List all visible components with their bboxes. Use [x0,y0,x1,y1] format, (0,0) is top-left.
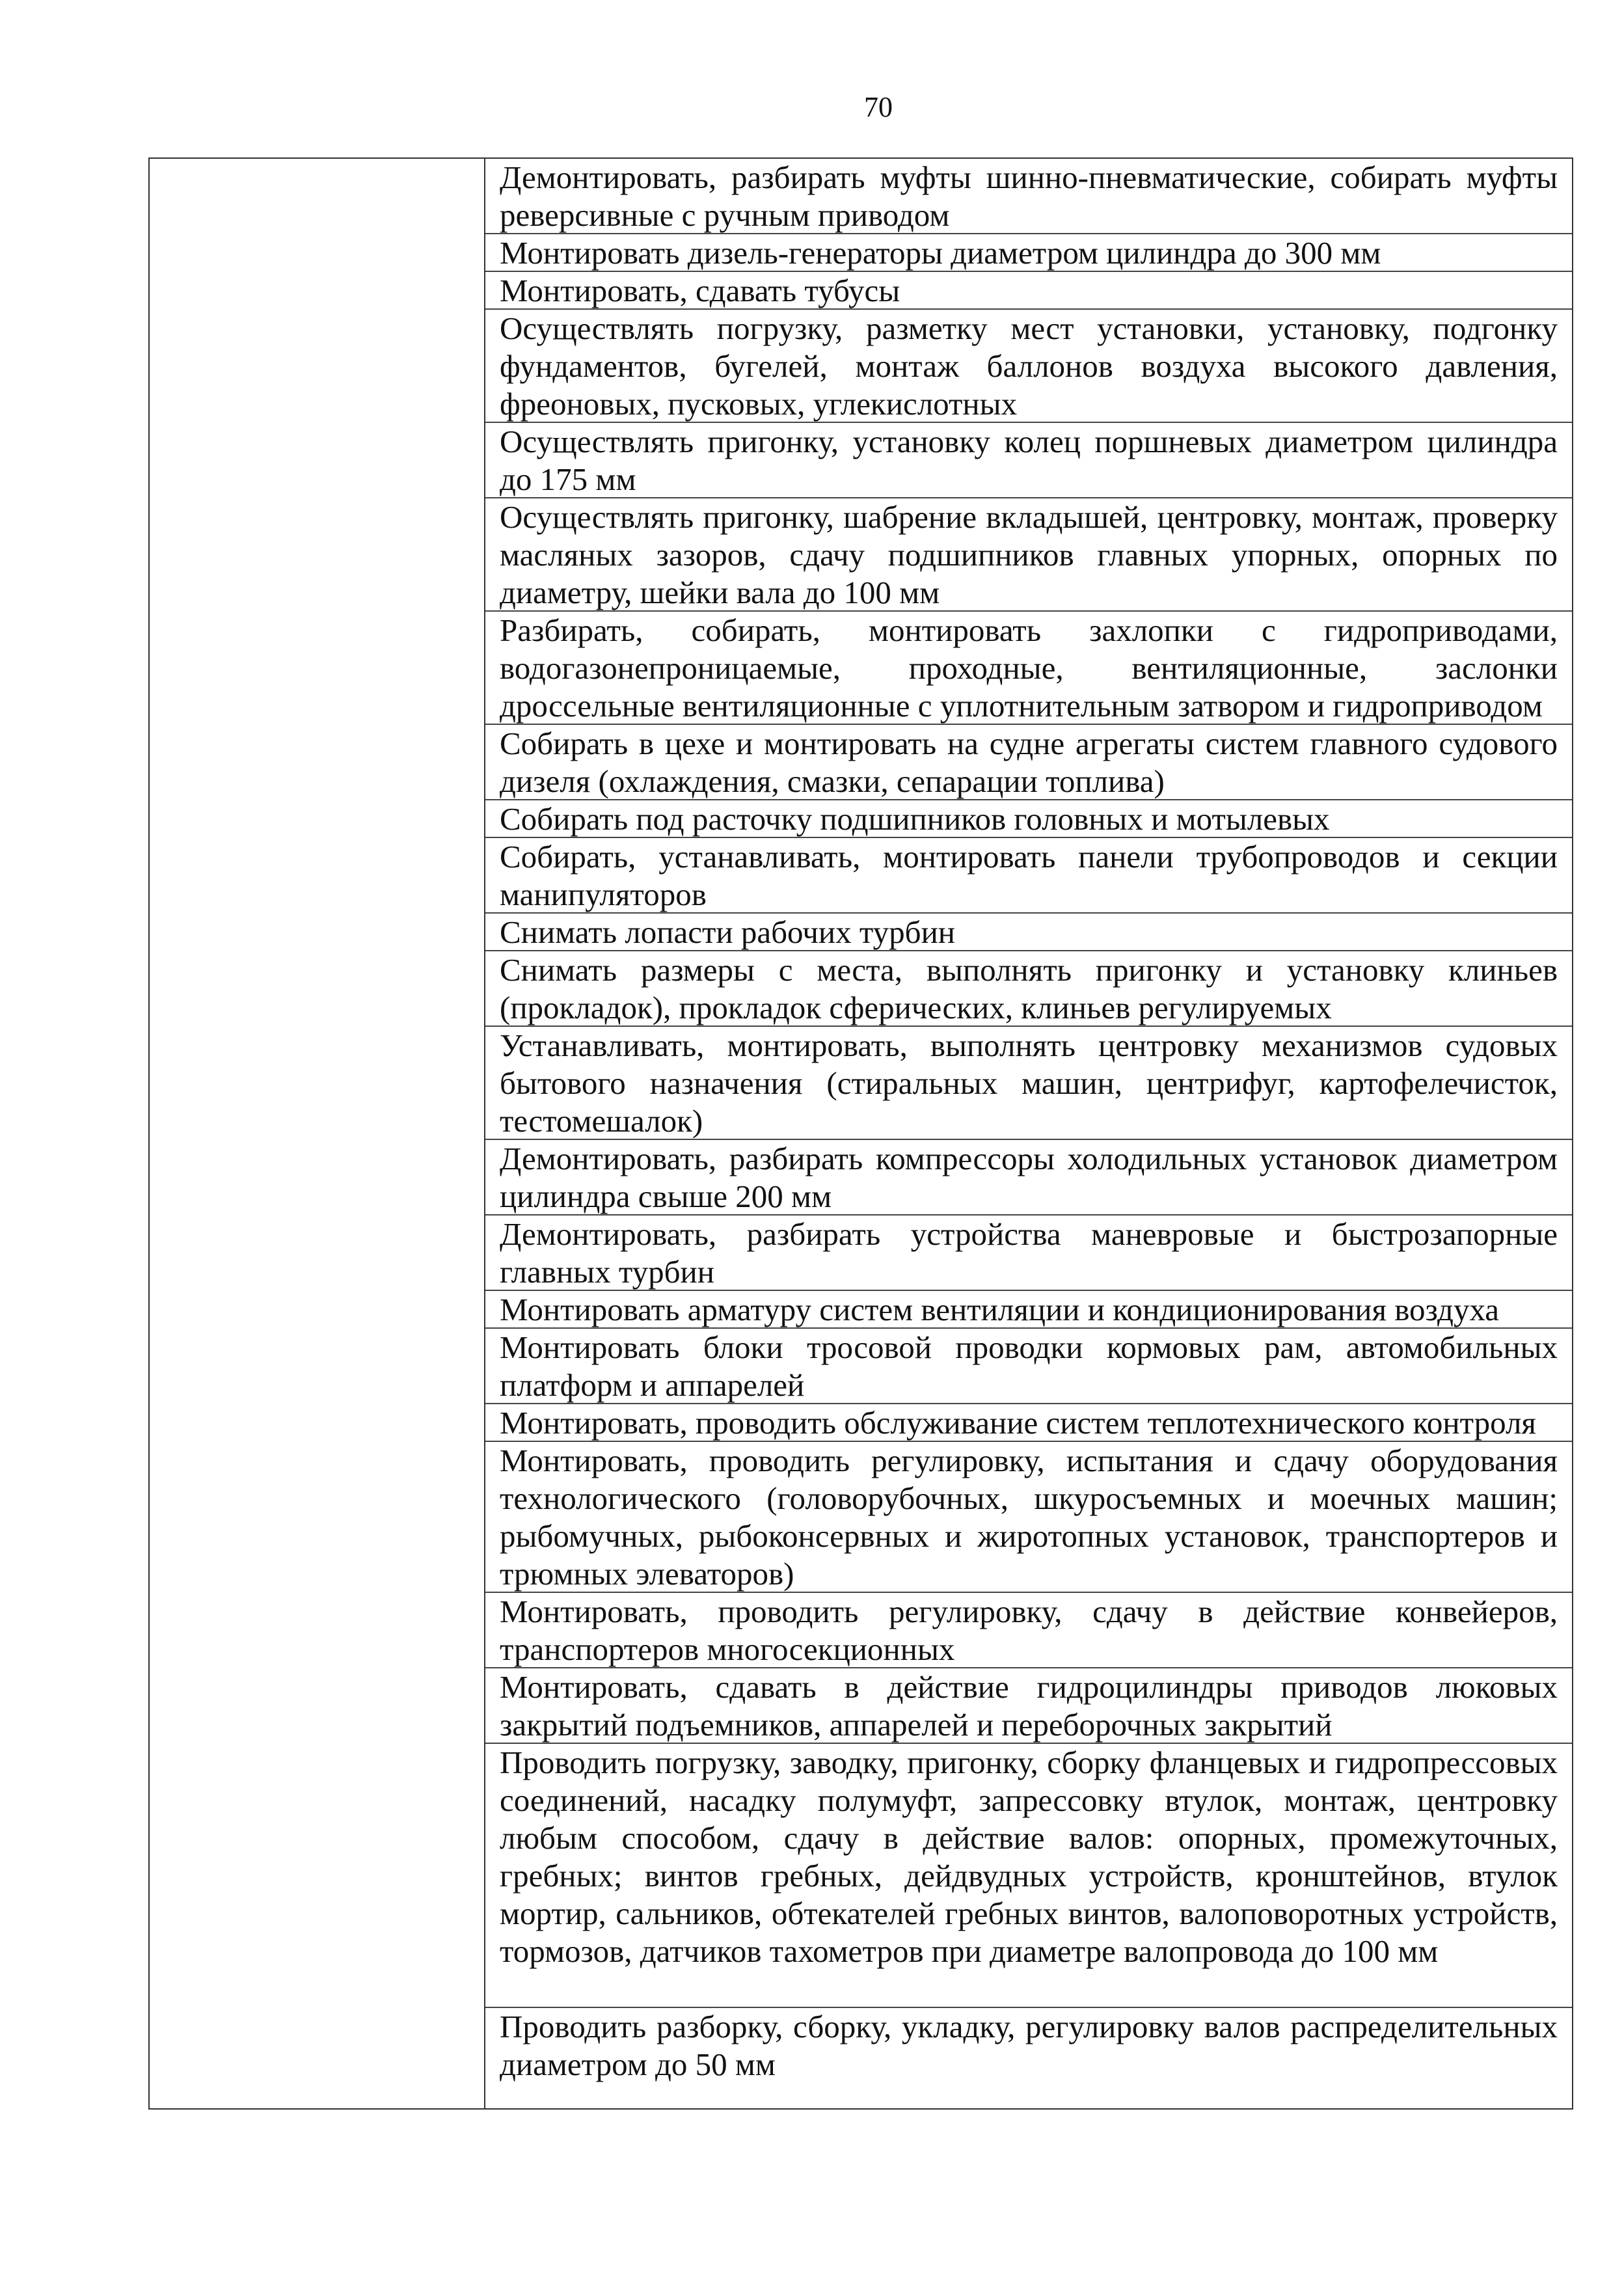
table-row: Осуществлять погрузку, разметку мест установки, установку, подгонку фундаментов, бугелей, монтаж баллонов воздуха высокого давления, фреоновых, пусковых, углекислотных [485,310,1572,423]
table-row: Проводить разборку, сборку, укладку, регулировку валов распределительных диаметром до 50 мм [500,2009,1558,2082]
table-row: Собирать, устанавливать, монтировать панели трубопроводов и секции манипуляторов [485,838,1572,914]
table-row: Монтировать, сдавать тубусы [485,272,1572,310]
table-row: Собирать под расточку подшипников головных и мотылевых [485,800,1572,838]
table-row: Монтировать, проводить регулировку, сдачу в действие конвейеров, транспортеров многосекционных [485,1593,1572,1668]
empty-left-column [150,159,485,2108]
table-row: Собирать в цехе и монтировать на судне агрегаты систем главного судового дизеля (охлаждения, смазки, сепарации топлива) [485,725,1572,800]
table-row: Проводить погрузку, заводку, пригонку, сборку фланцевых и гидропрессовых соединений, насадку полумуфт, запрессовку втулок, монтаж, центровку любым способом, сдачу в действие валов: опорных, промежуточных, гребных; винтов гребных, дейдвудных устройств, кронштейнов, втулок мортир, сальников, обтекателей гребных винтов, валоповоротных устройств, тормозов, датчиков тахометров при диаметре валопровода до 100 мм [485,1744,1572,2008]
table-row: Монтировать, проводить регулировку, испытания и сдачу оборудования технологического (головорубочных, шкуросъемных и моечных машин; рыбомучных, рыбоконсервных и жиротопных установок, транспортеров и трюмных элеваторов) [485,1442,1572,1593]
table-row: Демонтировать, разбирать муфты шинно-пневматические, собирать муфты реверсивные с ручным приводом [485,159,1572,234]
table-row: Демонтировать, разбирать устройства маневровые и быстрозапорные главных турбин [485,1216,1572,1291]
table-row: Монтировать дизель-генераторы диаметром цилиндра до 300 мм [485,234,1572,272]
table-row: Монтировать блоки тросовой проводки кормовых рам, автомобильных платформ и аппарелей [485,1329,1572,1404]
work-list-column [485,159,1572,2108]
table-row: Осуществлять пригонку, шабрение вкладышей, центровку, монтаж, проверку масляных зазоров, сдачу подшипников главных упорных, опорных по диаметру, шейки вала до 100 мм [485,498,1572,612]
page-number: 70 [864,91,893,123]
table-row: Устанавливать, монтировать, выполнять центровку механизмов судовых бытового назначения (стиральных машин, центрифуг, картофелечисток, тестомешалок) [485,1027,1572,1140]
table-row: Снимать размеры с места, выполнять пригонку и установку клиньев (прокладок), прокладок сферических, клиньев регулируемых [485,951,1572,1027]
table-row: Монтировать, сдавать в действие гидроцилиндры приводов люковых закрытий подъемников, аппарелей и переборочных закрытий [485,1668,1572,1744]
table-row: Снимать лопасти рабочих турбин [485,914,1572,951]
table-row: Разбирать, собирать, монтировать захлопки с гидроприводами, водогазонепроницаемые, проходные, вентиляционные, заслонки дроссельные вентиляционные с уплотнительным затвором и гидроприводом [485,612,1572,725]
work-table [148,157,1573,2110]
table-row: Осуществлять пригонку, установку колец поршневых диаметром цилиндра до 175 мм [485,423,1572,498]
table-row: Монтировать, проводить обслуживание систем теплотехнического контроля [485,1404,1572,1442]
table-row: Демонтировать, разбирать компрессоры холодильных установок диаметром цилиндра свыше 200 мм [485,1140,1572,1216]
table-row: Монтировать арматуру систем вентиляции и кондиционирования воздуха [485,1291,1572,1329]
